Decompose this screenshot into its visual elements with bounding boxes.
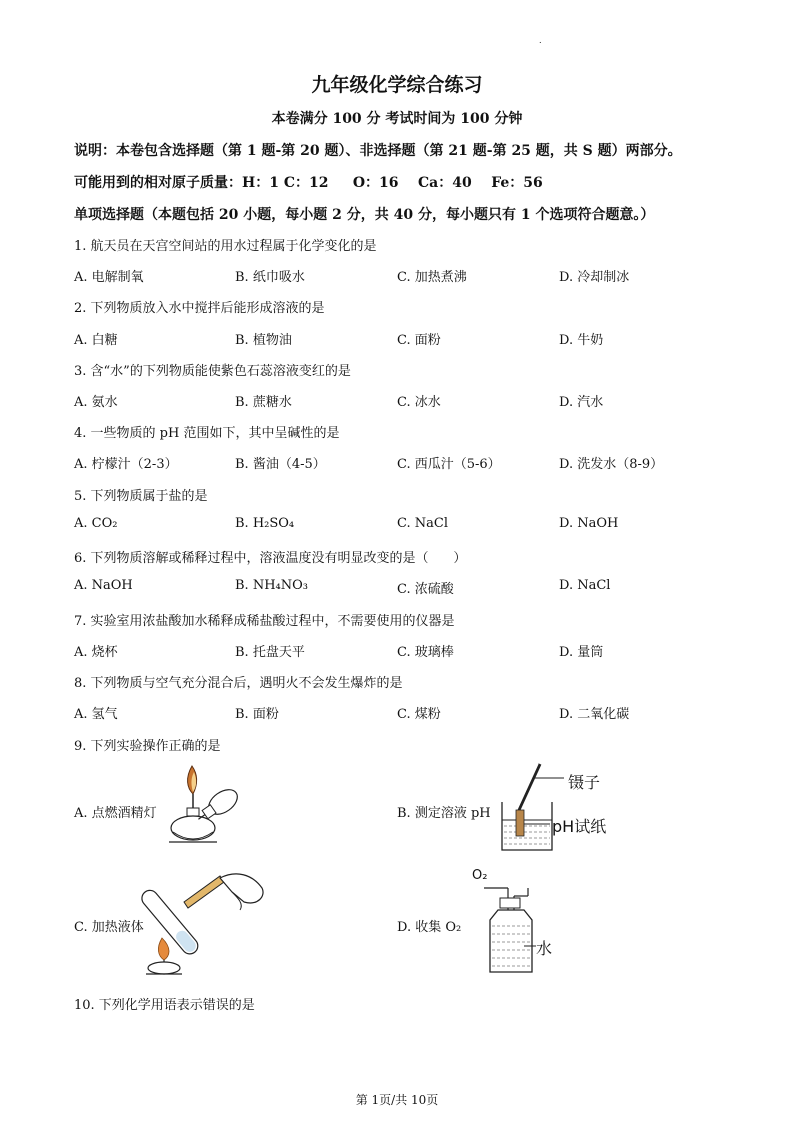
option-b: B. 托盘天平 bbox=[235, 645, 305, 660]
instructions-note: 说明：本卷包含选择题（第 1 题-第 20 题）、非选择题（第 21 题-第 25 题，共 S 题）两部分。 bbox=[74, 143, 682, 159]
question-stem: 10. 下列化学用语表示错误的是 bbox=[74, 998, 255, 1013]
option-d: D. 牛奶 bbox=[559, 333, 604, 348]
option-c: C. NaCl bbox=[397, 516, 448, 531]
option-d: D. 二氧化碳 bbox=[559, 707, 630, 722]
option-c: C. 煤粉 bbox=[397, 707, 441, 722]
option-b: B. NH₄NO₃ bbox=[235, 578, 308, 593]
option-b: B. 酱油（4-5） bbox=[235, 457, 326, 472]
option-a: A. 氢气 bbox=[74, 707, 118, 722]
question-stem: 7. 实验室用浓盐酸加水稀释成稀盐酸过程中，不需要使用的仪器是 bbox=[74, 614, 455, 629]
option-d: D. 洗发水（8-9） bbox=[559, 457, 664, 472]
page-footer: 第 1页/共 10页 bbox=[355, 1093, 439, 1107]
question-stem: 8. 下列物质与空气充分混合后，遇明火不会发生爆炸的是 bbox=[74, 676, 403, 691]
section-heading: 单项选择题（本题包括 20 小题，每小题 2 分，共 40 分，每小题只有 1 个选项符合题意。） bbox=[74, 207, 655, 223]
option-a: A. 电解制氧 bbox=[74, 270, 144, 285]
question-stem: 1. 航天员在天宫空间站的用水过程属于化学变化的是 bbox=[74, 239, 377, 254]
question-stem: 9. 下列实验操作正确的是 bbox=[74, 739, 221, 754]
alcohol-lamp-figure bbox=[157, 762, 247, 854]
option-b: B. 测定溶液 pH bbox=[397, 806, 491, 821]
ph-paper-label: pH试纸 bbox=[552, 817, 607, 836]
option-a: A. CO₂ bbox=[74, 516, 118, 531]
option-d: D. 量筒 bbox=[559, 645, 604, 660]
option-c: C. 冰水 bbox=[397, 395, 441, 410]
option-b: B. H₂SO₄ bbox=[235, 516, 295, 531]
option-a: A. 烧杯 bbox=[74, 645, 118, 660]
option-d: D. 汽水 bbox=[559, 395, 604, 410]
option-c: C. 西瓜汁（5-6） bbox=[397, 457, 501, 472]
option-b: B. 蔗糖水 bbox=[235, 395, 292, 410]
atomic-mass-line: 可能用到的相对原子质量：H：1 C：12 O：16 Ca：40 Fe：56 bbox=[74, 175, 543, 191]
question-stem: 2. 下列物质放入水中搅拌后能形成溶液的是 bbox=[74, 301, 325, 316]
option-a: A. 柠檬汁（2-3） bbox=[74, 457, 178, 472]
heating-liquid-figure bbox=[140, 868, 270, 976]
gas-label: O₂ bbox=[472, 868, 488, 883]
option-c: C. 玻璃棒 bbox=[397, 645, 454, 660]
option-c: C. 浓硫酸 bbox=[397, 582, 454, 597]
option-b: B. 植物油 bbox=[235, 333, 292, 348]
option-b: B. 面粉 bbox=[235, 707, 279, 722]
option-b: B. 纸巾吸水 bbox=[235, 270, 305, 285]
question-stem: 5. 下列物质属于盐的是 bbox=[74, 489, 208, 504]
water-label: 水 bbox=[536, 939, 553, 958]
option-d: D. NaOH bbox=[559, 516, 619, 531]
option-d: D. NaCl bbox=[559, 578, 611, 593]
option-c: C. 加热煮沸 bbox=[397, 270, 467, 285]
option-c: C. 加热液体 bbox=[74, 920, 144, 935]
question-stem: 3. 含“水”的下列物质能使紫色石蕊溶液变红的是 bbox=[74, 364, 351, 379]
stray-dot: . bbox=[539, 36, 542, 45]
option-a: A. 点燃酒精灯 bbox=[74, 806, 157, 821]
option-d: D. 冷却制冰 bbox=[559, 270, 630, 285]
question-stem: 6. 下列物质溶解或稀释过程中，溶液温度没有明显改变的是（ ） bbox=[74, 551, 467, 566]
question-stem: 4. 一些物质的 pH 范围如下，其中呈碱性的是 bbox=[74, 426, 340, 441]
option-c: C. 面粉 bbox=[397, 333, 441, 348]
option-a: A. 氨水 bbox=[74, 395, 118, 410]
tweezers-label: 镊子 bbox=[568, 773, 601, 792]
ph-test-figure bbox=[490, 762, 620, 857]
page-subtitle: 本卷满分 100 分 考试时间为 100 分钟 bbox=[271, 111, 523, 127]
option-d: D. 收集 O₂ bbox=[397, 920, 462, 935]
page-title: 九年级化学综合练习 bbox=[311, 74, 483, 96]
option-a: A. NaOH bbox=[74, 578, 133, 593]
option-a: A. 白糖 bbox=[74, 333, 118, 348]
